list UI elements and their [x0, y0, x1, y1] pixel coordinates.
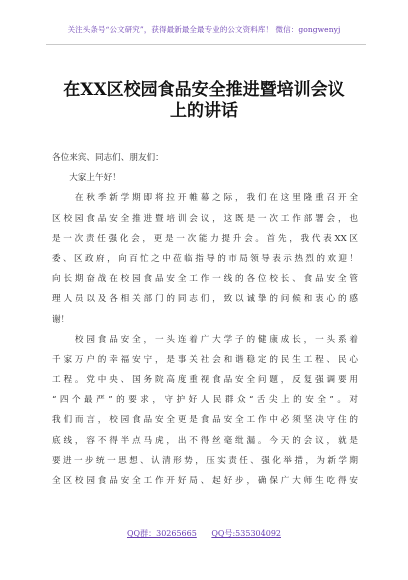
salutation-line: 各位来宾、同志们、朋友们： [52, 153, 164, 163]
header-divider [46, 44, 366, 45]
header-promo-note: 关注头条号“公文研究”，获得最新最全最专业的公文资料库！ 微信：gongwenyj [67, 25, 341, 34]
body-line: 谢！ [52, 314, 70, 325]
body-line: 区校园食品安全推进暨培训会议，这既是一次工作部署会，也 [52, 213, 358, 224]
body-line: 是一次责任强化会，更是一次能力提升会。首先，我代表XX区 [52, 233, 358, 244]
body-line: 全区校园食品安全工作开好局、起好步，确保广大师生吃得安 [52, 476, 358, 486]
body-line: 理人员以及各相关部门的同志们，致以诚挚的问候和衷心的感 [52, 294, 358, 305]
body-line: 我们而言，校园食品安全更是食品安全工作中必须坚决守住的 [52, 415, 358, 426]
footer-contact [0, 528, 408, 539]
body-line: 在秋季新学期即将拉开帷幕之际，我们在这里隆重召开全 [52, 193, 358, 204]
qq-group-link[interactable]: QQ群：30265665 [126, 529, 197, 538]
qq-number-link[interactable]: QQ号:535304092 [211, 529, 281, 538]
title-line-1: 在XX区校园食品安全推进暨培训会议 [63, 80, 345, 100]
title-line-2: 上的讲话 [170, 101, 238, 121]
body-line: 委、区政府，向百忙之中莅临指导的市局领导表示热烈的欢迎！ [52, 253, 358, 264]
body-line: “四个最严”的要求，守护好人民群众“舌尖上的安全”。对 [52, 395, 358, 406]
body-line: 校园食品安全，一头连着广大学子的健康成长，一头系着 [52, 334, 358, 345]
body-line: 要进一步统一思想、认清形势，压实责任、强化举措，为新学期 [52, 455, 358, 466]
document-title [40, 80, 368, 122]
document-body [52, 148, 358, 491]
body-line: 工程。党中央、国务院高度重视食品安全问题，反复强调要用 [52, 375, 358, 386]
body-line: 向长期奋战在校园食品安全工作一线的各位校长、食品安全管 [52, 274, 358, 285]
body-line: 底线，容不得半点马虎，出不得丝毫纰漏。今天的会议，就是 [52, 435, 358, 446]
greeting-line: 大家上午好！ [52, 173, 121, 184]
body-line: 千家万户的幸福安宁，是事关社会和谐稳定的民生工程、民心 [52, 354, 358, 365]
